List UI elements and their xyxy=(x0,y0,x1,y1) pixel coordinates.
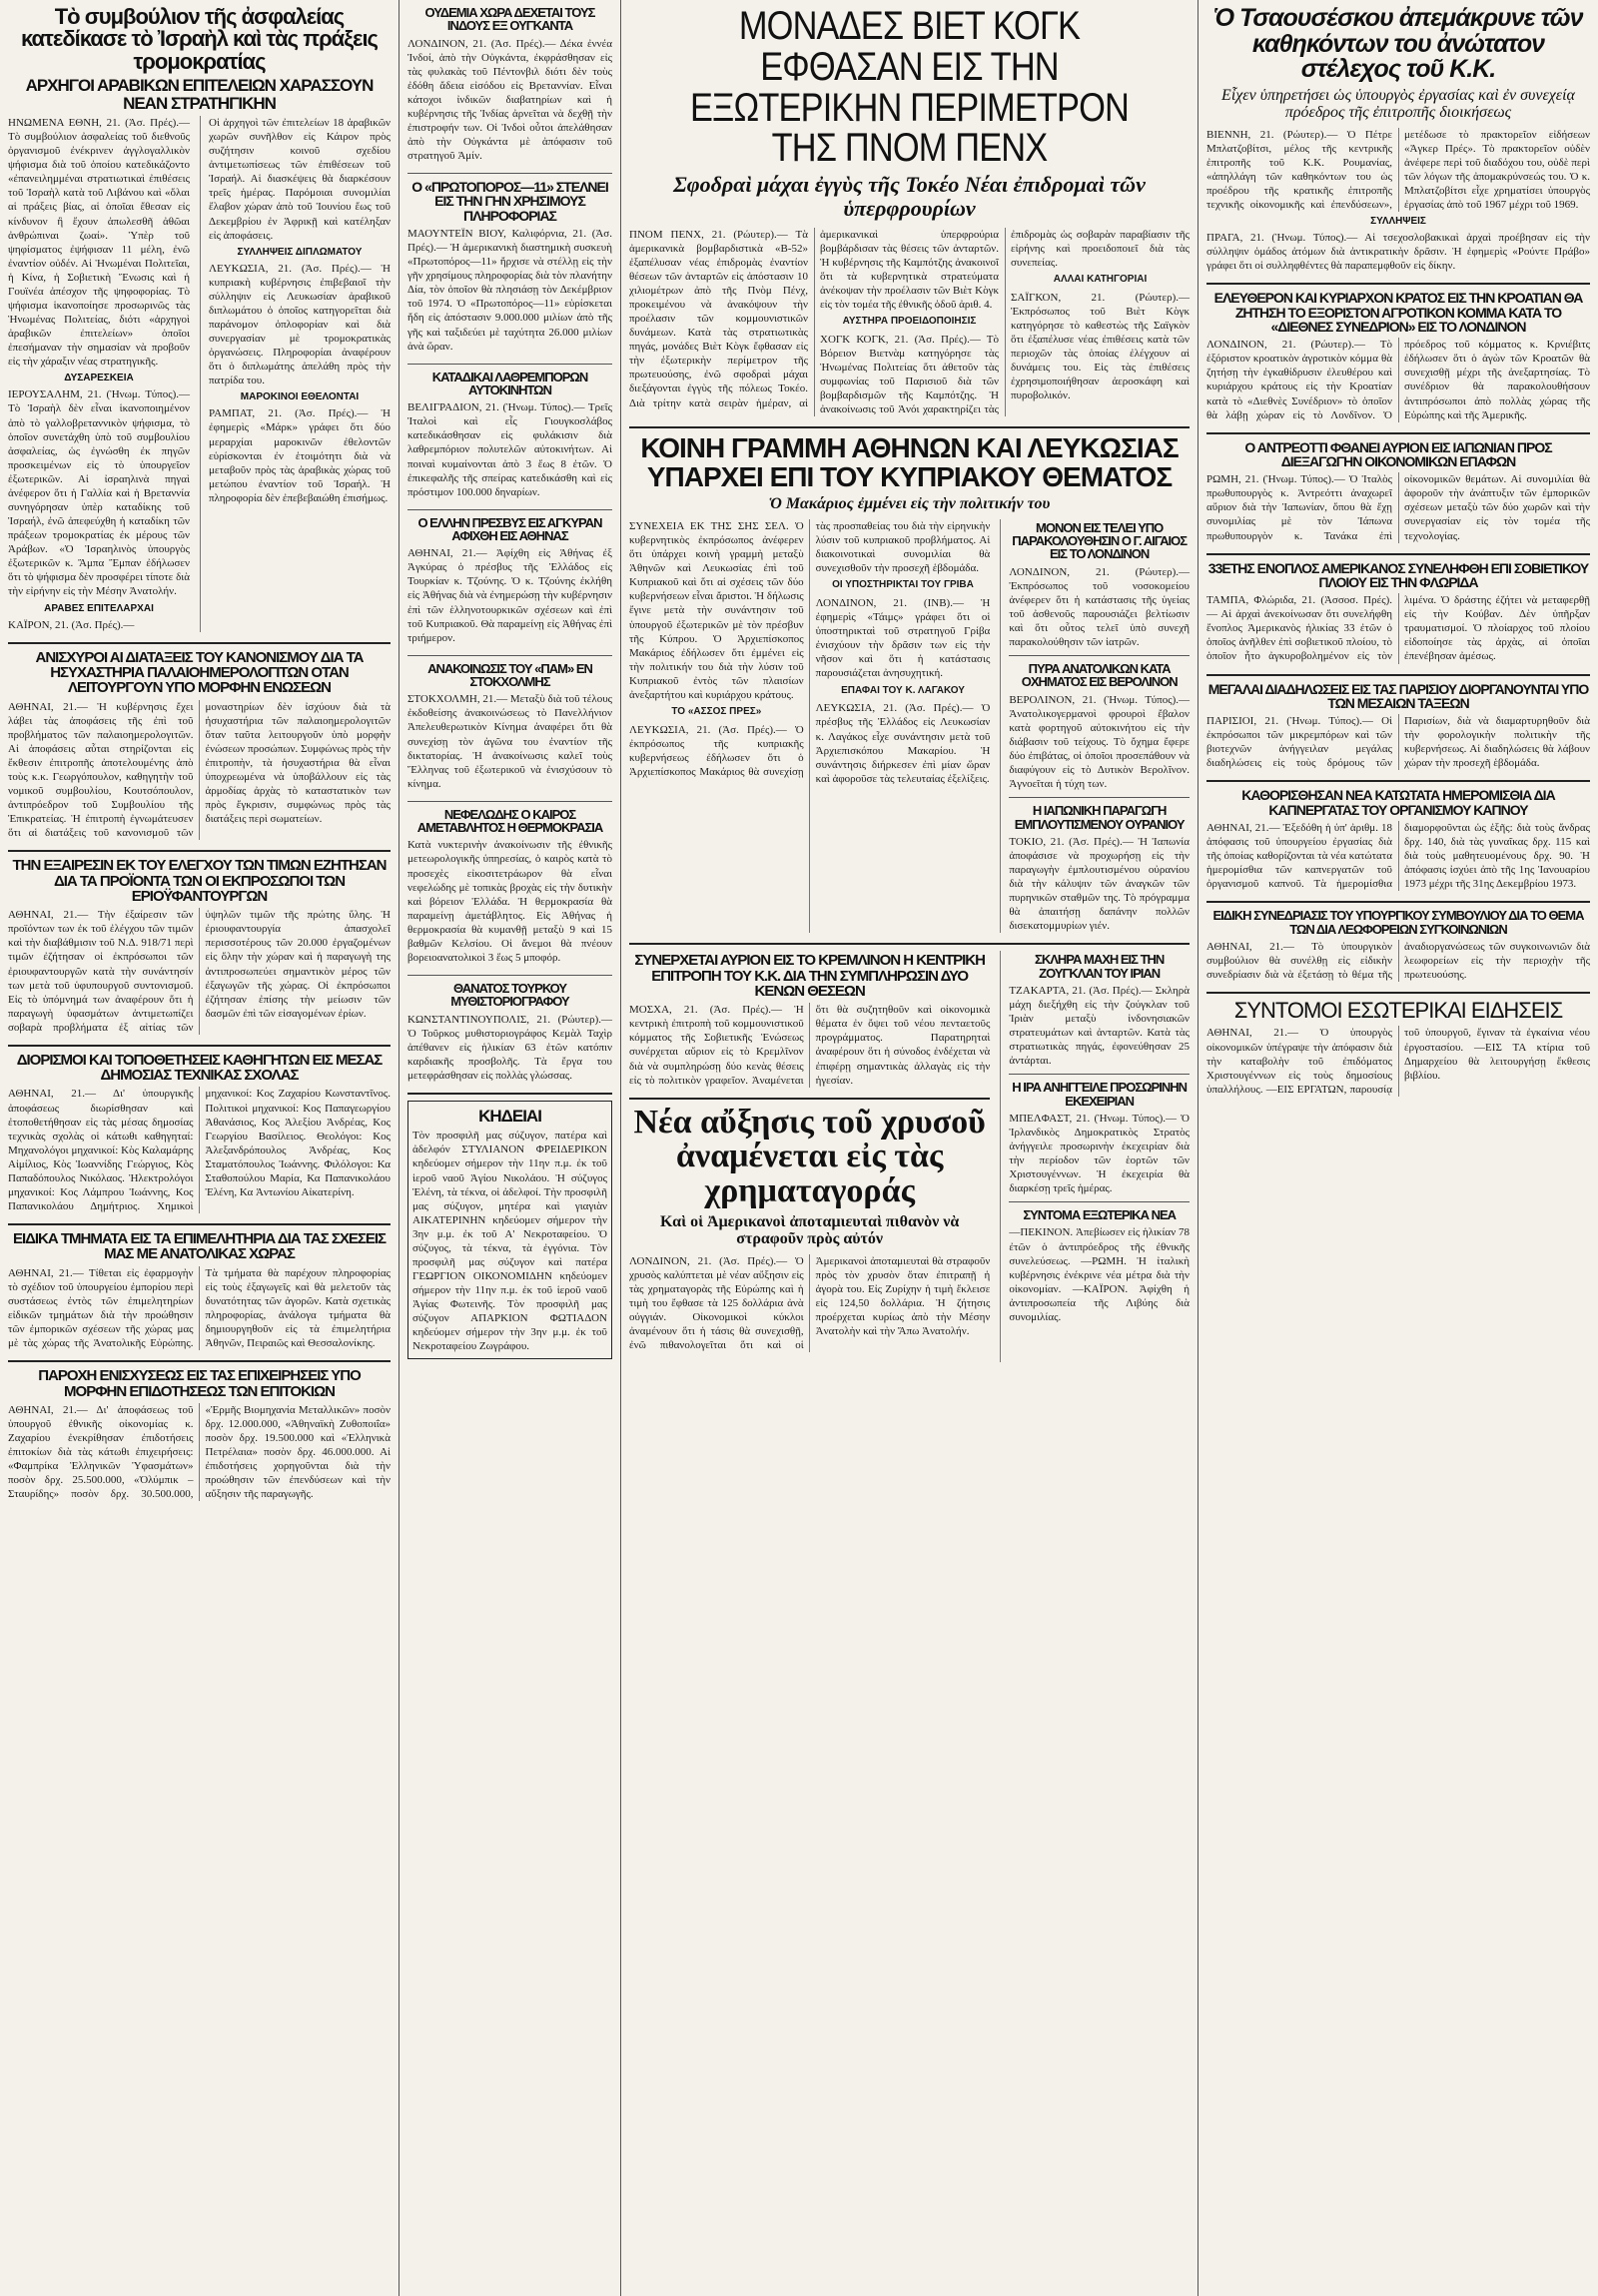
section-heading: ΣΥΛΛΗΨΕΙΣ ΔΙΠΛΩΜΑΤΟΥ xyxy=(237,246,363,258)
divider xyxy=(1009,1201,1190,1202)
article-body: Τὸν προσφιλῆ μας σύζυγον, πατέρα καὶ ἀδελφόν ΣΤΥΛΙΑΝΟΝ ΦΡΕΙΔΕΡΙΚΟΝ κηδεύομεν σήμερον τὴν 11ην π.μ. ἐκ τοῦ ἱεροῦ ναοῦ Ἁγίου Νικολάου. Ἡ σύζυγος Ἑλένη, τὰ τέκνα, οἱ ἀδελφοί. Τὴν προσφιλῆ μας σύζυγον, μητέρα καὶ γιαγιὰν ΑΙΚΑΤΕΡΙΝΗΝ κηδεύομεν σήμερον τὴν 3ην μ.μ. ἐκ τοῦ Α' Νεκροταφείου. Ὁ σύζυγος, τὰ τέκνα, τὰ ἐγγόνια. Τὸν προσφιλῆ μας σύζυγον καὶ πατέρα ΓΕΩΡΓΙΟΝ ΟΙΚΟΝΟΜΙΔΗΝ κηδεύομεν σήμερον τὴν 11ην π.μ. ἐκ τοῦ ἱεροῦ ναοῦ Ἁγίας Φωτεινῆς. Τὸν προσφιλῆ μας σύζυγον ΑΠΑΡΚΙΟΝ ΦΩΤΙΑΔΟΝ κηδεύομεν σήμερον τὴν 3ην μ.μ. ἐκ τοῦ Νεκροταφείου Ζωγράφου. xyxy=(412,1130,607,1353)
article-weather xyxy=(407,808,612,965)
headline: ΣΥΝΤΟΜΟΙ ΕΣΩΤΕΡΙΚΑΙ ΕΙΔΗΣΕΙΣ xyxy=(1233,998,1563,1023)
article-body: ΛΟΝΔΙΝΟΝ, 21. (Ρώυτερ).— Ἐκπρόσωπος τοῦ νοσοκομείου ἀνέφερεν ὅτι ἡ κατάστασις τῆς ὑγείας τοῦ ἀσθενοῦς παρουσιάζει βελτίωσιν καὶ ὅτι οὗτος τελεῖ ὑπὸ συνεχῆ παρακολούθησιν τῶν ἰατρῶν. xyxy=(1009,565,1190,649)
headline: ΜΟΝΑΔΕΣ ΒΙΕΤ ΚΟΓΚ ΕΦΘΑΣΑΝ ΕΙΣ ΤΗΝ ΕΞΩΤΕΡΙΚΗΝ ΠΕΡΙΜΕΤΡΟΝ ΤΗΣ ΠΝΟΜ ΠΕΝΧ xyxy=(689,4,1130,171)
divider xyxy=(407,655,612,656)
dateline: ΚΑΪΡΟΝ, 21. (Ἀσ. Πρές).— xyxy=(8,618,135,631)
section-heading: ΤΟ «ΑΣΣΟΣ ΠΡΕΣ» xyxy=(671,706,762,717)
column-4 xyxy=(1198,0,1598,2296)
article-body: ΒΕΛΙΓΡΑΔΙΟΝ, 21. (Ἡνωμ. Τύπος).— Τρεῖς Ἰταλοὶ καὶ εἷς Γιουγκοσλάβος κατεδικάσθησαν εἰς φυλάκισιν διὰ λαθρεμπόριον πολυτελῶν αὐτοκινήτων. Αἱ ποιναὶ κυμαίνονται ἀπὸ 3 ἕως 8 ἐτῶν. Ὁ ἐπικεφαλῆς τῆς σπείρας κατεδικάσθη καὶ εἰς πρόστιμον 100.000 δηναρίων. xyxy=(407,401,612,498)
article-body: ΜΠΕΛΦΑΣΤ, 21. (Ἡνωμ. Τύπος).— Ὁ Ἰρλανδικὸς Δημοκρατικὸς Στρατὸς ἀνήγγειλε προσωρινὴν ἐκεχειρίαν διὰ τὴν περίοδον τῶν ἑορτῶν τῶν Χριστουγέννων. Ἡ ἐκεχειρία θὰ διαρκέσῃ τρεῖς ἡμέρας. xyxy=(1009,1112,1190,1195)
column-3 xyxy=(621,0,1198,2296)
headline: Η ΙΡΑ ΑΝΗΓΓΕΙΛΕ ΠΡΟΣΩΡΙΝΗΝ ΕΚΕΧΕΙΡΙΑΝ xyxy=(1012,1080,1188,1109)
divider xyxy=(1009,1074,1190,1075)
article-old-calendarists xyxy=(8,650,391,841)
divider xyxy=(407,975,612,976)
lower-main xyxy=(629,951,990,1362)
article-body: ΜΟΣΧΑ, 21. (Ἀσ. Πρές).— Ἡ κεντρικὴ ἐπιτροπὴ τοῦ κομμουνιστικοῦ κόμματος τῆς Σοβιετικῆς Ἑνώσεως συνέρχεται αὔριον εἰς τὸ Κρεμλῖνον διὰ νὰ συμπληρώσῃ δύο κενὰς θέσεις εἰς τὸ πολιτικὸν γραφεῖον. Ἀναμένεται ὅτι θὰ συζητηθοῦν καὶ οἰκονομικὰ θέματα ἐν ὄψει τοῦ νέου πενταετοῦς προγράμματος. Παρατηρηταὶ ἀναφέρουν ὅτι ἡ σύνοδος ἐνδέχεται νὰ ἐπιφέρῃ σημαντικὰς ἀλλαγὰς εἰς τὴν ἡγεσίαν. xyxy=(629,1004,991,1087)
article-body: ΙΕΡΟΥΣΑΛΗΜ, 21. (Ἡνωμ. Τύπος).— Τὸ Ἰσραὴλ δὲν εἶναι ἱκανοποιημένον ἀπὸ τὸ γαλλοβρεταννικὸν ψήφισμα, τὸ ὁποῖον συνετάχθη ὑπὸ τοῦ συμβουλίου ἀσφαλείας, ὡς ἐγνώσθη ἐκ πηγῶν προσκειμένων εἰς τὸ ὑπουργεῖον ἐξωτερικῶν. Αἱ ἰσραηλινὰ πηγαὶ ἀνέφερον ὅτι ἡ Γαλλία καὶ ἡ Βρεταννία συνηγόρησαν ὑπὲρ καταδίκης τοῦ Ἰσραήλ, ἐνῶ ἀπεφεύχθη ἡ καταδίκη τῶν πράξεων τρομοκρατίας ἐκ μέρους τῶν Ἀράβων. «Ὁ Ἰσραηλινὸς ὑπουργὸς ἐξωτερικῶν κ. Ἄμπα Ἔμπαν ἐδήλωσεν ὅτι τὸ ψήφισμα δὲν προσφέρει τίποτε διὰ τὴν εἰρήνην εἰς τὴν Μέσην Ἀνατολήν. xyxy=(8,388,190,598)
article-body: ΑΘΗΝΑΙ, 21.— Ὁ ὑπουργὸς οἰκονομικῶν ὑπέγραψε τὴν ἀπόφασιν διὰ τὴν καταβολὴν τοῦ ἐπιδόματος Χριστουγέννων εἰς τοὺς δημοσίους ὑπαλλήλους. —ΕΙΣ ΕΡΓΑΤΩΝ, παρουσίᾳ τοῦ ὑπουργοῦ, ἔγιναν τὰ ἐγκαίνια νέου ἐργοστασίου. —ΕΙΣ ΤΑ κτίρια τοῦ Δημαρχείου θὰ λειτουργήσῃ ἔκθεσις βιβλίου. xyxy=(1206,1027,1590,1096)
article-ceausescu xyxy=(1206,6,1590,273)
article-body: ΑΘΗΝΑΙ, 21.— Τίθεται εἰς ἐφαρμογὴν τὸ σχέδιον τοῦ ὑπουργείου ἐμπορίου περὶ συστάσεως ἐντὸς τῶν ἐπιμελητηρίων εἰδικῶν τμημάτων διὰ τὴν προώθησιν τῶν ἐμπορικῶν σχέσεων τῆς χώρας μας μὲ τὰς χώρας τῆς Ἀνατολικῆς Εὐρώπης. Τὰ τμήματα θὰ παρέχουν πληροφορίας εἰς τοὺς ἐξαγωγεῖς καὶ θὰ μελετοῦν τὰς δυνατότητας τῶν ἀγορῶν. Κατὰ σχετικὰς πληροφορίας, ἀνάλογα τμήματα θὰ δημιουργηθοῦν εἰς τὰ ἐπιμελητήρια Ἀθηνῶν, Πειραιῶς καὶ Θεσσαλονίκης. xyxy=(8,1266,391,1350)
headline: ΘΑΝΑΤΟΣ ΤΟΥΡΚΟΥ ΜΥΘΙΣΤΟΡΙΟΓΡΑΦΟΥ xyxy=(450,981,569,1010)
article-chamber-departments xyxy=(8,1231,391,1350)
subheadline: Ὁ Μακάριος ἐμμένει εἰς τὴν πολιτικήν του xyxy=(768,495,1051,513)
divider xyxy=(629,426,1190,428)
column-2 xyxy=(400,0,621,2296)
lower-section xyxy=(629,951,1190,1362)
divider xyxy=(1206,553,1590,555)
article-interest-subsidies xyxy=(8,1368,391,1501)
headline: ΕΛΕΥΘΕΡΟΝ ΚΑΙ ΚΥΡΙΑΡΧΟΝ ΚΡΑΤΟΣ ΕΙΣ ΤΗΝ ΚΡΟΑΤΙΑΝ ΘΑ ΖΗΤΗΣΗ ΤΟ ΕΞΟΡΙΣΤΟΝ ΑΓΡΟΤΙΚΟΝ ΚΟΜΜΑ ΚΑΤΑ ΤΟ «ΔΙΕΘΝΕΣ ΣΥΝΕΔΡΙΟΝ» ΕΙΣ ΤΟ ΛΟΝΔΙΝΟΝ xyxy=(1213,290,1583,335)
headline: ΣΥΝΤΟΜΑ ΕΞΩΤΕΡΙΚΑ ΝΕΑ xyxy=(1023,1207,1177,1223)
headline: ΣΥΝΕΡΧΕΤΑΙ ΑΥΡΙΟΝ ΕΙΣ ΤΟ ΚΡΕΜΛΙΝΟΝ Η ΚΕΝΤΡΙΚΗ ΕΠΙΤΡΟΠΗ ΤΟΥ Κ.Κ. ΔΙΑ ΤΗΝ ΣΥΜΠΛΗΡΩΣΙΝ ΔΥΟ ΚΕΝΩΝ ΘΕΣΕΩΝ xyxy=(634,952,985,1000)
headline: ΠΥΡΑ ΑΝΑΤΟΛΙΚΩΝ ΚΑΤΑ ΟΧΗΜΑΤΟΣ ΕΙΣ ΒΕΡΟΛΙΝΟΝ xyxy=(1021,661,1178,690)
article-body: —ΠΕΚΙΝΟΝ. Ἀπεβίωσεν εἰς ἡλικίαν 78 ἐτῶν ὁ ἀντιπρόεδρος τῆς ἐθνικῆς συνελεύσεως. —ΡΩΜΗ. Ἡ ἰταλικὴ κυβέρνησις ἐνέκρινε νέα μέτρα διὰ τὴν οἰκονομίαν. —ΚΑΪΡΟΝ. Ἀφίχθη ἡ ἀντιπροσωπεία τῆς Λιβύης διὰ συνομιλίας. xyxy=(1009,1226,1190,1323)
section-heading: ΣΥΛΛΗΨΕΙΣ xyxy=(1370,216,1426,228)
article-body: ΑΘΗΝΑΙ, 21.— Δι' ὑπουργικῆς ἀποφάσεως διωρίσθησαν καὶ ἐτοποθετήθησαν εἰς τὰς μέσας δημοσίας τεχνικὰς σχολὰς οἱ κάτωθι καθηγηταί: Μηχανολόγοι μηχανικοί: Κὸς Καλαμάρης Αἰμίλιος, Κὸς Ἰωαννίδης Γεώργιος, Κὸς Παπαδόπουλος Νικόλαος. Ἠλεκτρολόγοι μηχανικοί: Κος Λάμπρου Ἰωάννης, Κος Παπανικολάου Δημήτριος. Χημικοὶ μηχανικοί: Κος Ζαχαρίου Κωνσταντῖνος. Πολιτικοὶ μηχανικοί: Κος Παπαγεωργίου Ἀθανάσιος, Κος Ἀλεξίου Ἀνδρέας, Κος Γεωργίου Βασίλειος. Θεολόγοι: Κος Ἀλεξανδρόπουλος Ἀνδρέας, Κος Σταματόπουλος Ἰωάννης. Φιλόλογοι: Κα Σταθοπούλου Μαρία, Κα Παπανικολάου Ἑλένη, Κα Ἀντωνίου Αἰκατερίνη. xyxy=(8,1088,391,1213)
article-pam-stockholm xyxy=(407,662,612,791)
headline: ΔΙΟΡΙΣΜΟΙ ΚΑΙ ΤΟΠΟΘΕΤΗΣΕΙΣ ΚΑΘΗΓΗΤΩΝ ΕΙΣ ΜΕΣΑΣ ΔΗΜΟΣΙΑΣ ΤΕΧΝΙΚΑΣ ΣΧΟΛΑΣ xyxy=(16,1051,383,1085)
divider xyxy=(407,173,612,174)
divider xyxy=(1009,797,1190,798)
funeral-notices xyxy=(407,1101,612,1359)
article-domestic-briefs xyxy=(1206,1000,1590,1097)
article-paris-demonstrations xyxy=(1206,682,1590,771)
divider xyxy=(1009,655,1190,656)
divider xyxy=(407,364,612,365)
divider xyxy=(1206,283,1590,285)
headline: ΑΝΑΚΟΙΝΩΣΙΣ ΤΟΥ «ΠΑΜ» ΕΝ ΣΤΟΚΧΟΛΜΗΣ xyxy=(427,660,592,690)
article-body: ΜΑΟΥΝΤΕΪΝ ΒΙΟΥ, Καλιφόρνια, 21. (Ἀσ. Πρές).— Ἡ ἀμερικανικὴ διαστημικὴ συσκευὴ «Πρωτοπόρος—11» ἤρχισε νὰ στέλλῃ εἰς τὴν γῆν χρησίμους πληροφορίας διὰ τὸν πλανήτην Δία, τὸν ὁποῖον θὰ πλησιάσῃ τὸν Δεκέμβριον τοῦ 1974. Ὁ «Πρωτοπόρος—11» εὑρίσκεται ἤδη εἰς ἀπόστασιν 9.000.000 μιλίων ἀπὸ τῆς γῆς καὶ ταξιδεύει μὲ ταχύτητα 26.000 μιλίων ἀνὰ ὥραν. xyxy=(407,228,612,353)
article-body: ΣΑΪΓΚΟΝ, 21. (Ρώυτερ).— Ἐκπρόσωπος τοῦ Βιὲτ Κὸγκ κατηγόρησε τὸ καθεστὼς τῆς Σαϊγκὸν ὅτι ἐξαπέλυσε νέας ἐπιθέσεις κατὰ τῶν περιοχῶν τὰς ὁποίας ἐλέγχουν αἱ δυνάμεις του. Εἰς τὰς ἐπιθέσεις ἐχρησιμοποιήθησαν ἀεροσκάφη καὶ πυροβολικόν. xyxy=(1011,291,1190,402)
section-heading: ΜΑΡΟΚΙΝΟΙ ΕΘΕΛΟΝΤΑΙ xyxy=(240,391,360,403)
article-body: ΡΩΜΗ, 21. (Ἡνωμ. Τύπος).— Ὁ Ἰταλὸς πρωθυπουργὸς κ. Ἀντρεόττι ἀναχωρεῖ αὔριον διὰ τὴν Ἰαπωνίαν, ὅπου θὰ ἔχῃ συνομιλίας μὲ τὸν Ἰάπωνα πρωθυπουργὸν κ. Τανάκα ἐπὶ οἰκονομικῶν θεμάτων. Αἱ συνομιλίαι θὰ ἀφοροῦν τὴν ἀνάπτυξιν τῶν ἐμπορικῶν σχέσεων μεταξὺ τῶν δύο χωρῶν καὶ τὴν συνεργασίαν εἰς τὸν τομέα τῆς τεχνολογίας. xyxy=(1206,473,1590,542)
headline: Ο «ΠΡΩΤΟΠΟΡΟΣ—11» ΣΤΕΛΝΕΙ ΕΙΣ ΤΗΝ ΓΗΝ ΧΡΗΣΙΜΟΥΣ ΠΛΗΡΟΦΟΡΙΑΣ xyxy=(411,179,608,224)
headline: Νέα αὔξησις τοῦ χρυσοῦ ἀναμένεται εἰς τὰς χρηματαγοράς xyxy=(633,1103,986,1209)
divider xyxy=(407,801,612,802)
headline: Ο ΕΛΛΗΝ ΠΡΕΣΒΥΣ ΕΙΣ ΑΓΚΥΡΑΝ ΑΦΙΧΘΗ ΕΙΣ ΑΘΗΝΑΣ xyxy=(417,514,602,543)
section-heading: ΑΡΑΒΕΣ ΕΠΙΤΕΛΑΡΧΑΙ xyxy=(44,602,154,614)
article-body-columns xyxy=(629,228,1190,417)
article-body: ΠΑΡΙΣΙΟΙ, 21. (Ἡνωμ. Τύπος).— Οἱ ἐκπρόσωποι τῶν μικρεμπόρων καὶ τῶν βιοτεχνῶν ἀνήγγειλαν μεγάλας διαδηλώσεις εἰς τοὺς δρόμους τῶν Παρισίων, διὰ νὰ διαμαρτυρηθοῦν διὰ τὴν φορολογικὴν πολιτικὴν τῆς κυβερνήσεως. Αἱ διαδηλώσεις θὰ λάβουν χώραν τὴν προσεχῆ ἑβδομάδα. xyxy=(1206,715,1590,770)
headline: ΕΙΔΙΚΑ ΤΜΗΜΑΤΑ ΕΙΣ ΤΑ ΕΠΙΜΕΛΗΤΗΡΙΑ ΔΙΑ ΤΑΣ ΣΧΕΣΕΙΣ ΜΑΣ ΜΕ ΑΝΑΤΟΛΙΚΑΣ ΧΩΡΑΣ xyxy=(12,1230,387,1263)
article-columns xyxy=(8,116,391,632)
article-andreotti xyxy=(1206,440,1590,543)
article-body: ΒΙΕΝΝΗ, 21. (Ρώυτερ).— Ὁ Πέτρε Μπλατζοβίτσι, μέλος τῆς κεντρικῆς ἐπιτροπῆς τοῦ Κ.Κ. Ρουμανίας, «ἀπηλλάγη τῶν καθηκόντων του ὡς προέδρου τῆς κρατικῆς ἐπιτροπῆς τεχνικῆς οἰκονομικῆς καὶ ἐπενδύσεων», μετέδωσε τὸ πρακτορεῖον εἰδήσεων «Ἀγκερ Πρές». Τὸ πρακτορεῖον οὐδὲν ἀνέφερε περὶ τοῦ διαδόχου του, οὐδὲ περὶ τῶν λόγων τῆς ἀπομακρύνσεώς του. Ὁ κ. Μπλατζοβίτσι εἶχε χρηματίσει ὑπουργὸς ἐργασίας ἀπὸ τοῦ 1967 μέχρι τοῦ 1969. xyxy=(1206,128,1590,212)
headline: ΟΥΔΕΜΙΑ ΧΩΡΑ ΔΕΧΕΤΑΙ ΤΟΥΣ ΙΝΔΟΥΣ ΕΞ ΟΥΓΚΑΝΤΑ xyxy=(424,5,595,34)
article-body-columns xyxy=(629,519,990,933)
subheadline: Καὶ οἱ Ἀμερικανοὶ ἀποταμιευταὶ πιθανὸν νὰ στραφοῦν πρὸς αὐτόν xyxy=(660,1212,960,1248)
article-body: ΛΕΥΚΩΣΙΑ, 21. (Ἀσ. Πρές).— Ὁ ἐκπρόσωπος τῆς κυπριακῆς κυβερνήσεως ἐδήλωσεν ὅτι ὁ Ἀρχιεπίσκοπος Μακάριος θὰ συνεχίσῃ τὰς προσπαθείας του διὰ τὴν εἰρηνικὴν λύσιν τοῦ κυπριακοῦ προβλήματος. Αἱ διακοινοτικαὶ συνομιλίαι θὰ συνεχισθοῦν τὴν προσεχῆ ἑβδομάδα. xyxy=(629,519,991,779)
article-body: ΛΟΝΔΙΝΟΝ, 21. (Ἀσ. Πρές).— Ὁ χρυσὸς καλύπτεται μὲ νέαν αὔξησιν εἰς τὰς χρηματαγορὰς τῆς Εὐρώπης καὶ ἡ τιμὴ του ἔφθασε τὰ 125 δολλάρια ἀνὰ οὐγγιάν. Οἰκονομικοὶ κύκλοι ἀναμένουν ὅτι ἡ τάσις θὰ συνεχισθῇ, ἐνῶ πιθανολογεῖται ὅτι καὶ οἱ Ἀμερικανοὶ ἀποταμιευταὶ θὰ στραφοῦν πρὸς τὸν χρυσὸν ὅταν ἐπιτραπῇ ἡ ἀγορὰ του. Εἰς Ζυρίχην ἡ τιμὴ ἔκλεισε εἰς 124,50 δολλάρια. Ἡ ζήτησις προέρχεται κυρίως ἀπὸ τὴν Μέσην Ἀνατολὴν καὶ τὴν Ἄπω Ἀνατολήν. xyxy=(629,1254,991,1352)
article-body: ΑΘΗΝΑΙ, 21.— Ἀφίχθη εἰς Ἀθήνας ἐξ Ἀγκύρας ὁ πρέσβυς τῆς Ἑλλάδος εἰς Τουρκίαν κ. Τζούνης. Ὁ κ. Τζούνης ἐκλήθη εἰς Ἀθήνας διὰ νὰ ἐνημερώσῃ τὴν κυβέρνησιν ἐπὶ τῶν ἑλληνοτουρκικῶν σχέσεων καὶ ἐπὶ τοῦ Κυπριακοῦ. Θὰ παραμείνῃ εἰς Ἀθήνας ἐπὶ τριήμερον. xyxy=(407,547,612,644)
article-body: ΑΘΗΝΑΙ, 21.— Τὴν ἐξαίρεσιν τῶν προϊόντων των ἐκ τοῦ ἐλέγχου τῶν τιμῶν καὶ τὴν διαβάθμισιν τοῦ Ν.Δ. 918/71 περὶ τιμῶν ἐζήτησαν οἱ ἐκπρόσωποι τῶν ἐριουφαντουργῶν κατὰ τὴν συνάντησίν των μετὰ τοῦ ὑφυπουργοῦ συντονισμοῦ. Εἰς τὸ ὑπόμνημά των ἀναφέρουν ὅτι ἡ παραγωγὴ ὑφασμάτων ἀντιμετωπίζει σοβαρὰ προβλήματα ἐξ αἰτίας τῶν ὑψηλῶν τιμῶν τῆς πρώτης ὕλης. Ἡ ἐριουφαντουργία ἀπασχολεῖ περισσοτέρους τῶν 20.000 ἐργαζομένων εἰς ὅλην τὴν χώραν καὶ ἡ παραγωγὴ της ἀντιπροσωπεύει σημαντικὸν μέρος τῶν ἐξαγωγῶν τῆς χώρας. Οἱ ἐκπρόσωποι ἐζήτησαν ἐπίσης τὴν μείωσιν τῶν δασμῶν ἐπὶ τῶν εἰσαγομένων ἐρίων. xyxy=(8,909,391,1034)
article-cyprus xyxy=(629,434,1190,933)
article-soviet-ship xyxy=(1206,561,1590,664)
headline: ΑΝΙΣΧΥΡΟΙ ΑΙ ΔΙΑΤΑΞΕΙΣ ΤΟΥ ΚΑΝΟΝΙΣΜΟΥ ΔΙΑ ΤΑ ΗΣΥΧΑΣΤΗΡΙΑ ΠΑΛΑΙΟΗΜΕΡΟΛΟΓΙΤΩΝ ΟΤΑΝ ΛΕΙΤΟΥΡΓΟΥΝ ΥΠΟ ΜΟΡΦΗΝ ΕΝΩΣΕΩΝ xyxy=(35,648,364,697)
article-body: ΛΟΝΔΙΝΟΝ, 21. (Ρώυτερ).— Τὸ ἐξόριστον κροατικὸν ἀγροτικὸν κόμμα θὰ ζητήσῃ τὴν ἐγκαθίδρυσιν ἐλευθέρου καὶ κυριάρχου κράτους εἰς τὴν Κροατίαν κατὰ τὸ «Διεθνὲς Συνέδριον» τὸ ὁποῖον θὰ λάβῃ χώραν εἰς τὸ Λονδῖνον. Ὁ πρόεδρος τοῦ κόμματος κ. Κρνιέβιτς ἐδήλωσεν ὅτι ὁ ἀγὼν τῶν Κροατῶν θὰ συνεχισθῇ μέχρι τῆς ἀνεξαρτησίας. Τὸ συνέδριον θὰ παρακολουθήσουν ἀντιπρόσωποι ἀπὸ πολλὰς χώρας τῆς Εὐρώπης καὶ τῆς Ἀμερικῆς. xyxy=(1206,339,1590,421)
headline: ΕΙΔΙΚΗ ΣΥΝΕΔΡΙΑΣΙΣ ΤΟΥ ΥΠΟΥΡΓΙΚΟΥ ΣΥΜΒΟΥΛΙΟΥ ΔΙΑ ΤΟ ΘΕΜΑ ΤΩΝ ΔΙΑ ΛΕΩΦΟΡΕΙΩΝ ΣΥΓΚΟΙΝΩΝΙΩΝ xyxy=(1212,908,1584,937)
section-heading: ΟΙ ΥΠΟΣΤΗΡΙΚΤΑΙ ΤΟΥ ΓΡΙΒΑ xyxy=(832,579,974,591)
headline: ΚΑΘΟΡΙΣΘΗΣΑΝ ΝΕΑ ΚΑΤΩΤΑΤΑ ΗΜΕΡΟΜΙΣΘΙΑ ΔΙΑ ΚΑΠΝΕΡΓΑΤΑΣ ΤΟΥ ΟΡΓΑΝΙΣΜΟΥ ΚΑΠΝΟΥ xyxy=(1241,787,1555,818)
article-body: ΛΕΥΚΩΣΙΑ, 21. (Ἀσ. Πρές).— Ὁ πρέσβυς τῆς Ἑλλάδος εἰς Λευκωσίαν κ. Λαγάκος εἶχε συνάντησιν μετὰ τοῦ Ἀρχιεπισκόπου Μακαρίου. Ἡ συνάντησις διήρκεσεν ἐπὶ μίαν ὥραν καὶ ἀφοροῦσε τὰς τελευταίας ἐξελίξεις. xyxy=(815,702,991,785)
article-body: ΤΑΜΠΑ, Φλώριδα, 21. (Ἀσσοσ. Πρές).— Αἱ ἀρχαὶ ἀνεκοίνωσαν ὅτι συνελήφθη ἔνοπλος Ἀμερικανὸς ἡλικίας 33 ἐτῶν ὁ ὁποῖος ἀνῆλθεν ἐπὶ σοβιετικοῦ πλοίου, τὸ ὁποῖον ἦτο ἀγκυροβολημένον εἰς τὸν λιμένα. Ὁ δράστης ἐζήτει νὰ μεταφερθῇ εἰς τὴν Κούβαν. Δὲν ὑπῆρξαν τραυματισμοί. Ὁ πλοίαρχος τοῦ πλοίου εἰδοποίησε τὰς ἀρχὰς, αἱ ὁποῖαι ἐπενέβησαν ἀμέσως. xyxy=(1206,594,1590,663)
article-body: ΛΕΥΚΩΣΙΑ, 21. (Ἀσ. Πρές).— Ἡ κυπριακὴ κυβέρνησις ἐπιβεβαιοῖ τὴν σύλληψιν εἰς Λευκωσίαν ἀραβικοῦ διπλωμάτου ὁ ὁποῖος κατηγορεῖται διὰ παράνομον ὁπλοφορίαν καὶ διὰ συνεργασίαν μὲ τρομοκρατικὰς ὀργανώσεις. Πληροφορίαι ἀναφέρουν ὅτι ὁ διπλωμάτης ἀπελάθη πρὸς τὴν πατρίδα του. xyxy=(209,262,391,387)
headline: ΚΗΔΕΙΑΙ xyxy=(478,1106,541,1126)
article-body: ΛΟΝΔΙΝΟΝ, 21. (Ἀσ. Πρές).— Δέκα ἐννέα Ἰνδοί, ἀπὸ τὴν Οὐγκάντα, ἐκφράσθησαν εἰς τὰς φυλακὰς τοῦ Πέντονβιλ διότι δὲν τοὺς ἐδόθη ἄδεια εἰσόδου εἰς Βρεταννίαν. Εἶναι κάτοχοι ἰνδικῶν διαβατηρίων καὶ ἡ κυβέρνησις τῆς Ἰνδίας ἀρνεῖται νὰ δεχθῇ τὴν ἐπιστροφήν των. Οἱ Ἰνδοὶ οὗτοι ἀπελάθησαν ἀπὸ τὴν Οὐγκάντα μὲ ἀπόφασιν τοῦ στρατηγοῦ Ἀμίν. xyxy=(407,37,612,163)
article-viet-cong xyxy=(629,6,1190,416)
article-body: ΠΝΟΜ ΠΕΝΧ, 21. (Ρώυτερ).— Τὰ ἀμερικανικὰ βομβαρδιστικὰ «Β-52» ἐξαπέλυσαν νέας ἐπιδρομὰς ἐναντίον θέσεων τῶν ἀνταρτῶν εἰς ἀπόστασιν 10 χιλιομέτρων ἀπὸ τῆς Πνὸμ Πένχ, προκειμένου νὰ ἀνακόψουν τὴν προέλασιν τῶν κομμουνιστικῶν δυνάμεων. Κατὰ τὰς στρατιωτικὰς πηγάς, μονάδες Βιὲτ Κὸγκ ἔφθασαν εἰς τὴν ἐξωτερικὴν περίμετρον τῆς πρωτευούσης, ἐνῶ σφοδραὶ μάχαι διεξάγονται ἐγγὺς τῆς πόλεως Τοκέο. Διὰ τρίτην κατὰ σειρὰν ἡμέραν, αἱ ἀμερικανικαὶ ὑπερφρούρια βομβάρδισαν τὰς θέσεις τῶν ἀνταρτῶν. Ἡ κυβέρνησις τῆς Καμπότζης ἀνακοινοῖ ὅτι τὰ κυβερνητικὰ στρατεύματα ἀνέκοψαν τὴν προέλασιν τῶν Βιὲτ Κὸγκ εἰς τὸν τομέα τῆς ἐθνικῆς ὁδοῦ ἀριθ. 4. xyxy=(629,228,999,409)
article-car-smugglers xyxy=(407,371,612,499)
headline: ΜΕΓΑΛΑΙ ΔΙΑΔΗΛΩΣΕΙΣ ΕΙΣ ΤΑΣ ΠΑΡΙΣΙΟΥ ΔΙΟΡΓΑΝΟΥΝΤΑΙ ΥΠΟ ΤΩΝ ΜΕΣΑΙΩΝ ΤΑΞΕΩΝ xyxy=(1207,680,1589,711)
article-body: ΒΕΡΟΛΙΝΟΝ, 21. (Ἡνωμ. Τύπος).— Ἀνατολικογερμανοὶ φρουροὶ ἔβαλον κατὰ φορτηγοῦ αὐτοκινήτου εἰς τὴν διάβασιν τοῦ τείχους. Τὸ ὄχημα ἔφερε δύο ἐπιβάτας, οἱ ὁποῖοι προσεπάθουν νὰ διαφύγουν εἰς τὸ Δυτικὸν Βερολῖνον. Ἀγνοεῖται ἡ τύχη των. xyxy=(1009,693,1190,791)
article-kremlin xyxy=(629,953,990,1087)
article-body: ΡΑΜΠΑΤ, 21. (Ἀσ. Πρές).— Ἡ ἐφημερὶς «Μάρκ» γράφει ὅτι δύο μεραρχίαι μαροκινῶν ἐθελοντῶν εὑρίσκονται ἐν ἑτοιμότητι διὰ νὰ μεταβοῦν πρὸς τὰς ἀραβικὰς χώρας τοῦ μετώπου ἐναντίον τοῦ Ἰσραήλ. Ἡ πληροφορία δὲν ἐπεβεβαιώθη ἐπισήμως. xyxy=(209,407,391,504)
article-body: ΛΟΝΔΙΝΟΝ, 21. (ΙΝΒ).— Ἡ ἐφημερὶς «Τάιμς» γράφει ὅτι οἱ ὑποστηρικταὶ τοῦ στρατηγοῦ Γρίβα ἐνισχύουν τὴν δρᾶσιν των εἰς τὴν νῆσον καὶ ὅτι ἡ κατάστασις παρουσιάζεται ἀνησυχητική. xyxy=(815,597,991,680)
article-body: ΧΟΓΚ ΚΟΓΚ, 21. (Ἀσ. Πρές).— Τὸ Βόρειον Βιετνὰμ κατηγόρησε τὰς Ἡνωμένας Πολιτείας ὅτι ἀθετοῦν τὰς συμφωνίας τοῦ Παρισιοῦ διὰ τῶν βομβαρδισμῶν τῆς Καμπότζης. Ἡ ἀνακοίνωσις τοῦ Ἀνόι χαρακτηρίζει τὰς ἐπιδρομὰς ὡς σοβαρὰν παραβίασιν τῆς εἰρήνης καὶ προειδοποιεῖ διὰ τὰς συνεπείας. xyxy=(820,228,1190,416)
section-heading: ΑΥΣΤΗΡΑ ΠΡΟΕΙΔΟΠΟΙΗΣΙΣ xyxy=(842,316,977,328)
headline: ΚΟΙΝΗ ΓΡΑΜΜΗ ΑΘΗΝΩΝ ΚΑΙ ΛΕΥΚΩΣΙΑΣ ΥΠΑΡΧΕΙ ΕΠΙ ΤΟΥ ΚΥΠΡΙΑΚΟΥ ΘΕΜΑΤΟΣ xyxy=(640,432,1179,492)
article-body: ΑΘΗΝΑΙ, 21.— Ἡ κυβέρνησις ἔχει λάβει τὰς ἀποφάσεις τῆς ἐπὶ τοῦ προβλήματος τῶν παλαιοημερολογιτῶν. Αἱ ἀποφάσεις αὗται στηρίζονται εἰς ἔκθεσιν ἐπιτροπῆς ἀποτελουμένης ἀπὸ τοὺς κ.κ. Γεωργόπουλον, καθηγητὴν τοῦ νομικοῦ συμβουλίου, Κουτσόπουλον, ἀντιπρόεδρον τοῦ Συμβουλίου τῆς Ἐπικρατείας. Ἡ ἐπιτροπὴ ἐγνωμάτευσεν ὅτι αἱ διατάξεις τοῦ κανονισμοῦ τῶν μοναστηρίων δὲν ἰσχύουν διὰ τὰ ἡσυχαστήρια τῶν παλαιοημερολογιτῶν ὅταν ταῦτα λειτουργοῦν ὑπὸ μορφὴν ἐνώσεων προσώπων. Συμφώνως πρὸς τὴν ἐπιτροπὴν, τὰ ἡσυχαστήρια θὰ εἶναι ὑποχρεωμένα νὰ ὑποβάλλουν εἰς τὰς ἀρμοδίας ἀρχὰς τὸ καταστατικὸν των πρὸς ἔγκρισιν, συμφώνως πρὸς τὰς διατάξεις περὶ σωματείων. xyxy=(8,700,391,840)
article-turkish-novelist xyxy=(407,982,612,1083)
divider xyxy=(407,509,612,510)
subheadline: ΑΡΧΗΓΟΙ ΑΡΑΒΙΚΩΝ ΕΠΙΤΕΛΕΙΩΝ ΧΑΡΑΣΣΟΥΝ ΝΕΑΝ ΣΤΡΑΤΗΓΙΚΗΝ xyxy=(25,76,374,113)
article-body: ΚΩΝΣΤΑΝΤΙΝΟΥΠΟΛΙΣ, 21. (Ρώυτερ).— Ὁ Τοῦρκος μυθιστοριογράφος Κεμὰλ Ταχὶρ ἀπέθανεν εἰς ἡλικίαν 63 ἐτῶν κατόπιν καρδιακῆς προσβολῆς. Τὰ ἔργα του μετεφράσθησαν εἰς πολλὰς γλώσσας. xyxy=(407,1013,612,1082)
article-security-council xyxy=(8,6,391,632)
article-tobacco-wages xyxy=(1206,788,1590,891)
section-heading: ΕΠΑΦΑΙ ΤΟΥ Κ. ΛΑΓΑΚΟΥ xyxy=(841,684,965,696)
article-uganda-indians xyxy=(407,6,612,163)
divider xyxy=(8,642,391,644)
headline: 33ΕΤΗΣ ΕΝΟΠΛΟΣ ΑΜΕΡΙΚΑΝΟΣ ΣΥΝΕΛΗΦΘΗ ΕΠΙ ΣΟΒΙΕΤΙΚΟΥ ΠΛΟΙΟΥ ΕΙΣ ΤΗΝ ΦΛΩΡΙΔΑ xyxy=(1207,559,1589,590)
divider xyxy=(8,1360,391,1362)
headline: ΠΑΡΟΧΗ ΕΝΙΣΧΥΣΕΩΣ ΕΙΣ ΤΑΣ ΕΠΙΧΕΙΡΗΣΕΙΣ ΥΠΟ ΜΟΡΦΗΝ ΕΠΙΔΟΤΗΣΕΩΣ ΤΩΝ ΕΠΙΤΟΚΙΩΝ xyxy=(38,1367,361,1400)
article-body: Οἱ ἀρχηγοὶ τῶν ἐπιτελείων 18 ἀραβικῶν χωρῶν συνῆλθον εἰς Κάιρον πρὸς συζήτησιν κοινοῦ σχεδίου ἀντιμετωπίσεως τῶν ἐπιθέσεων τοῦ Ἰσραήλ. Αἱ διασκέψεις θὰ διαρκέσουν τρεῖς ἡμέρας. Παρόμοιαι συνομιλίαι ἔλαβον χώραν ἀπὸ τοῦ Ἰουνίου ἕως τοῦ Δεκεμβρίου ἐν Ἀφρικῇ καὶ κατέληξαν εἰς ἀποφάσεις. xyxy=(209,116,391,242)
article-teacher-appointments xyxy=(8,1053,391,1213)
article-body: ΗΝΩΜΕΝΑ ΕΘΝΗ, 21. (Ἀσ. Πρές).— Τὸ συμβούλιον ἀσφαλείας τοῦ διεθνοῦς ὀργανισμοῦ ἐνέκρινεν ἀγγλογαλλικὸν ψήφισμα διὰ τοῦ ὁποίου κατεδικάζοντο «ἐπανειλημμέναι στρατιωτικαὶ ἐπιθέσεις τοῦ Ἰσραὴλ κατὰ τοῦ Λιβάνου καὶ «ὅλαι αἱ πράξεις βίας, αἱ ὁποῖαι ἔθεσαν εἰς κίνδυνον ἢ ἔχουν ἀπωλεσθῆ ἀθῶαι ἀνθρώπιναι ζωαί». Ὑπὲρ τοῦ ψηφίσματος ἐψήφισαν 11 μέλη, ἐνῶ ἐναντίον οὐδέν. Αἱ Ἡνωμέναι Πολιτεῖαι, ἡ Κίνα, ἡ Σοβιετικὴ Ἕνωσις καὶ ἡ Γουϊνέα ἀπέσχον τῆς ψηφοφορίας. Τὸ ψήφισμα ἱκανοποίησε προσωρινῶς τὰς Ἡνωμένας Πολιτείας, διότι «ἀρχηγοὶ ἀραβικῶν ἐπιτελείων» ὁποῖοι ἐπεσήμαναν τὴν σημασίαν νὰ προβοῦν εἰς τὴν χάραξιν νέας στρατηγικῆς. xyxy=(8,116,190,369)
divider xyxy=(1206,780,1590,782)
headline: ΚΑΤΑΔΙΚΑΙ ΛΑΘΡΕΜΠΟΡΩΝ ΑΥΤΟΚΙΝΗΤΩΝ xyxy=(431,369,588,397)
sidebar-briefs xyxy=(1000,519,1190,933)
article-body: ΠΡΑΓΑ, 21. (Ἡνωμ. Τύπος).— Αἱ τσεχοσλοβακικαὶ ἀρχαὶ προέβησαν εἰς τὴν σύλληψιν ὁμάδος ἀτόμων διὰ ἀντικρατικὴν δρᾶσιν. Ἡ ἐφημερὶς «Ρούντε Πράβο» γράφει ὅτι οἱ συλληφθέντες θὰ παραπεμφθοῦν εἰς δίκην. xyxy=(1206,232,1590,273)
article-body: ΣΤΟΚΧΟΛΜΗ, 21.— Μεταξὺ διὰ τοῦ τέλους ἐκδοθείσης ἀνακοινώσεως τὸ Πανελλήνιον Ἀπελευθερωτικὸν Κίνημα ἀναφέρει ὅτι θὰ συνεχίσῃ τὸν ἀγῶνα του ἐναντίον τῆς δικτατορίας. Ἡ ἀνακοίνωσις καλεῖ τοὺς Ἕλληνας τοῦ ἐξωτερικοῦ νὰ ἐνισχύσουν τὸ κίνημα. xyxy=(407,693,613,790)
article-croatia xyxy=(1206,291,1590,421)
article-body: Κατὰ νυκτερινὴν ἀνακοίνωσιν τῆς ἐθνικῆς μετεωρολογικῆς ὑπηρεσίας, ὁ καιρὸς κατὰ τὸ προσεχὲς εἰκοσιτετράωρον θὰ εἶναι νεφελώδης μὲ τοπικὰς βροχὰς εἰς τὴν δυτικὴν καὶ βόρειον Ἑλλάδα. Ἡ θερμοκρασία θὰ παραμείνῃ ἀμετάβλητος. Εἰς Ἀθήνας ἡ θερμοκρασία θὰ κυμανθῇ μεταξὺ 9 καὶ 15 βαθμῶν Κελσίου. Οἱ ἄνεμοι θὰ πνέουν βορειοανατολικοὶ 3 ἕως 5 μποφόρ. xyxy=(407,839,612,964)
subheadline: Σφοδραὶ μάχαι ἐγγὺς τῆς Τοκέο Νέαι ἐπιδρομαὶ τῶν ὑπερφρουρίων xyxy=(673,172,1146,222)
article-body: ΣΥΝΕΧΕΙΑ ΕΚ ΤΗΣ ΣΗΣ ΣΕΛ. Ὁ κυβερνητικὸς ἐκπρόσωπος ἀνέφερεν ὅτι ὑπάρχει κοινὴ γραμμὴ μεταξὺ Ἀθηνῶν καὶ Λευκωσίας ἐπὶ τοῦ Κυπριακοῦ καὶ ὅτι αἱ σχέσεις τῶν δύο κυβερνήσεων εἶναι ἄριστοι. Ἡ δήλωσις ἔγινε μετὰ τὴν συνάντησιν τοῦ ὑπουργοῦ ἐξωτερικῶν μὲ τὸν πρέσβυν τῆς Κύπρου. Ὁ Ἀρχιεπίσκοπος Μακάριος ἐδήλωσεν ὅτι ἐμμένει εἰς τὴν πολιτικήν του διὰ τὴν λύσιν τοῦ Κυπριακοῦ ἐντὸς τῶν πλαισίων ἀνεξαρτήτου καὶ κυριάρχου κράτους. xyxy=(629,519,804,701)
section-heading: ΔΥΣΑΡΕΣΚΕΙΑ xyxy=(64,373,134,384)
headline: Ο ΑΝΤΡΕΟΤΤΙ ΦΘΑΝΕΙ ΑΥΡΙΟΝ ΕΙΣ ΙΑΠΩΝΙΑΝ ΠΡΟΣ ΔΙΕΞΑΓΩΓΗΝ ΟΙΚΟΝΟΜΙΚΩΝ ΕΠΑΦΩΝ xyxy=(1244,438,1552,469)
article-gold xyxy=(629,1103,991,1353)
section-heading: ΑΛΛΑΙ ΚΑΤΗΓΟΡΙΑΙ xyxy=(1053,273,1148,285)
divider xyxy=(1206,432,1590,434)
headline: ΤΗΝ ΕΞΑΙΡΕΣΙΝ ΕΚ ΤΟΥ ΕΛΕΓΧΟΥ ΤΩΝ ΤΙΜΩΝ ΕΖΗΤΗΣΑΝ ΔΙΑ ΤΑ ΠΡΟΪΟΝΤΑ ΤΩΝ ΟΙ ΕΚΠΡΟΣΩΠΟΙ ΤΩΝ ΕΡΙΟΫΦΑΝΤΟΥΡΓΩΝ xyxy=(12,857,387,905)
headline: Τὸ συμβούλιον τῆς ἀσφαλείας κατεδίκασε τὸ Ἰσραὴλ καὶ τὰς πράξεις τρομοκρατίας xyxy=(21,4,378,74)
headline: Ὁ Τσαουσέσκου ἀπεμάκρυνε τῶν καθηκόντων του ἀνώτατον στέλεχος τοῦ Κ.Κ. xyxy=(1213,4,1583,83)
article-body: ΑΘΗΝΑΙ, 21.— Δι' ἀποφάσεως τοῦ ὑπουργοῦ ἐθνικῆς οἰκονομίας κ. Ζαχαρίου ἐνεκρίθησαν ἐπιδοτήσεις ἐπιτοκίων διὰ τὰς κάτωθι ἐπιχειρήσεις: «Φαμπρίκα Ἑλληνικῶν Ὑφασμάτων» ποσὸν δρχ. 25.500.000, «Ὀλύμπικ – Σταυρίδης» ποσὸν δρχ. 30.500.000, «Ἑρμῆς Βιομηχανία Μεταλλικῶν» ποσὸν δρχ. 12.000.000, «Ἀθηναϊκὴ Ζυθοποιΐα» ποσὸν δρχ. 19.500.000 καὶ «Ἐλληνικὰ Πετρέλαια» ποσὸν δρχ. 46.000.000. Αἱ ἐπιδοτήσεις χορηγοῦνται διὰ τὴν προώθησιν τῶν ἐπενδύσεων καὶ τὴν αὔξησιν τῆς παραγωγῆς. xyxy=(8,1403,391,1501)
divider xyxy=(8,850,391,852)
lower-sidebar xyxy=(1000,951,1190,1362)
article-body: ΑΘΗΝΑΙ, 21.— Τὸ ὑπουργικὸν συμβούλιον θὰ συνέλθῃ εἰς εἰδικὴν συνεδρίασιν διὰ νὰ ἐξετάσῃ τὸ θέμα τῆς ἀναδιοργανώσεως τῶν συγκοινωνιῶν διὰ λεωφορείων εἰς τὴν περιοχὴν τῆς πρωτευούσης. xyxy=(1206,940,1590,981)
article-ambassador-ankara xyxy=(407,516,612,645)
headline: ΣΚΛΗΡΑ ΜΑΧΗ ΕΙΣ ΤΗΝ ΖΟΥΓΚΛΑΝ ΤΟΥ ΙΡΙΑΝ xyxy=(1035,952,1165,981)
divider xyxy=(1206,674,1590,676)
article-body: ΤΟΚΙΟ, 21. (Ἀσ. Πρές).— Ἡ Ἰαπωνία ἀποφάσισε νὰ προχωρήσῃ εἰς τὴν παραγωγὴν ἐμπλουτισμένου οὐρανίου διὰ τὴν κάλυψιν τῶν ἀναγκῶν τῶν πυρηνικῶν σταθμῶν της. Τὸ πρόγραμμα θὰ ἀπαιτήσῃ δαπάνην πολλῶν δισεκατομμυρίων γιέν. xyxy=(1009,835,1190,933)
divider xyxy=(629,943,1190,945)
headline: ΜΟΝΟΝ ΕΙΣ ΤΕΛΕΙ ΥΠΟ ΠΑΡΑΚΟΛΟΥΘΗΣΙΝ Ο Γ. ΑΙΓΑΙΟΣ ΕΙΣ ΤΟ ΛΟΝΔΙΝΟΝ xyxy=(1012,519,1188,562)
headline: ΝΕΦΕΛΩΔΗΣ Ο ΚΑΙΡΟΣ ΑΜΕΤΑΒΛΗΤΟΣ Η ΘΕΡΜΟΚΡΑΣΙΑ xyxy=(416,806,603,836)
divider xyxy=(407,1093,612,1095)
article-wool-weavers xyxy=(8,858,391,1035)
divider xyxy=(1206,901,1590,903)
article-column-right xyxy=(200,116,391,632)
headline: Η ΙΑΠΩΝΙΚΗ ΠΑΡΑΓΩΓΗ ΕΜΠΛΟΥΤΙΣΜΕΝΟΥ ΟΥΡΑΝΙΟΥ xyxy=(1014,803,1185,832)
divider xyxy=(8,1223,391,1225)
divider xyxy=(629,1098,990,1100)
article-cabinet-buses xyxy=(1206,909,1590,982)
column-1 xyxy=(0,0,400,2296)
article-columns xyxy=(629,519,1190,933)
divider xyxy=(8,1045,391,1047)
article-column-left xyxy=(8,116,190,632)
article-body: ΑΘΗΝΑΙ, 21.— Ἐξεδόθη ἡ ὑπ' ἀριθμ. 18 ἀπόφασις τοῦ ὑπουργείου ἐργασίας διὰ τῆς ὁποίας καθορίζονται τὰ νέα κατώτατα ἡμερομίσθια τῶν καπνεργατῶν τοῦ ὀργανισμοῦ καπνοῦ. Τὰ ἡμερομίσθια διαμορφοῦνται ὡς ἑξῆς: διὰ τοὺς ἄνδρας δρχ. 140, διὰ τὰς γυναῖκας δρχ. 115 καὶ διὰ τοὺς μαθητευομένους δρχ. 90. Ἡ ἀπόφασις ἰσχύει ἀπὸ τῆς 1ης Ἰανουαρίου 1973 μέχρι τῆς 31ης Δεκεμβρίου 1973. xyxy=(1206,821,1590,891)
divider xyxy=(1206,992,1590,994)
subheadline: Εἶχεν ὑπηρετήσει ὡς ὑπουργὸς ἐργασίας καὶ ἐν συνεχείᾳ πρόεδρος τῆς ἐπιτροπῆς διοικήσεως xyxy=(1221,86,1575,122)
article-body: ΤΖΑΚΑΡΤΑ, 21. (Ἀσ. Πρές).— Σκληρὰ μάχη διεξήχθη εἰς τὴν ζούγκλαν τοῦ Ἰριὰν μεταξὺ ἰνδονησιακῶν στρατευμάτων καὶ ἀνταρτῶν. Κατὰ τὰς στρατιωτικὰς πηγάς, ἐφονεύθησαν 25 ἀντάρται. xyxy=(1009,984,1190,1068)
article-pioneer-11 xyxy=(407,180,612,354)
